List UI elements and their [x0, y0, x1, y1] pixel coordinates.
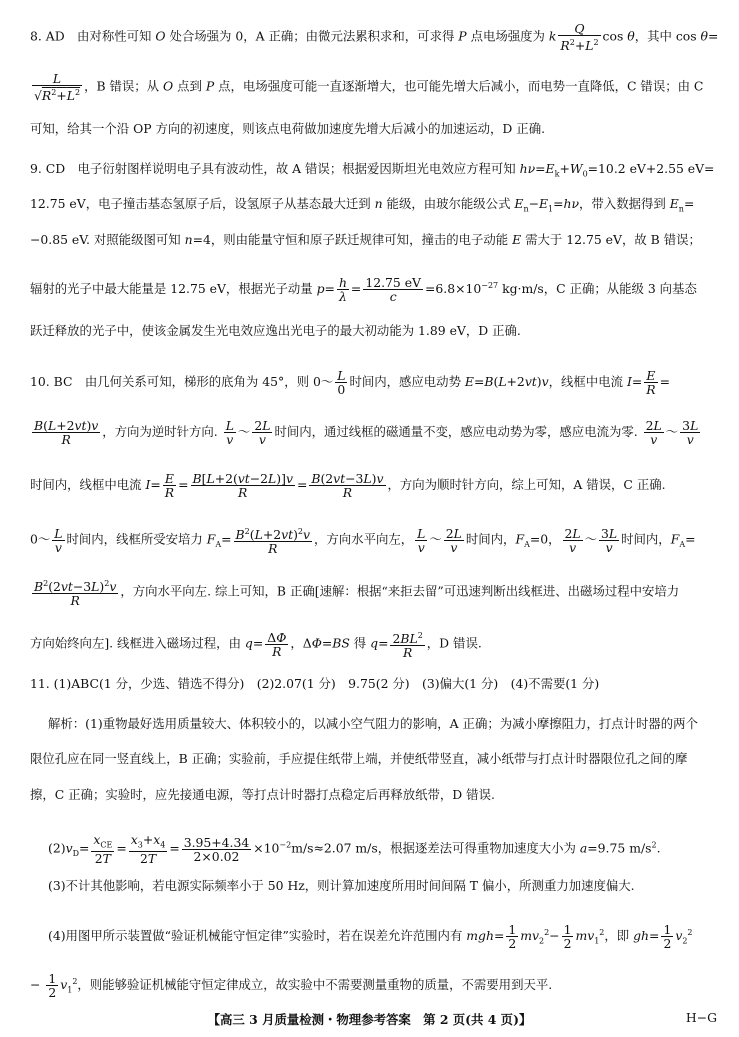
- page-footer: [0, 1010, 739, 1028]
- q9-line-4: 辐射的光子中最大能量是 12.75 eV，根据光子动量 p= $\frac{h}{\lambda}$ = $\frac{12.75 eV}{c}$ $=6.8\times 10^{-27}$ kg·m/s，C 正确；从能级 3 向基态: [30, 275, 697, 304]
- q10-line-6: 方向始终向左]. 线框进入磁场过程，由 q= $\frac{\Delta\Phi}{R}$ ，ΔΦ=BS 得 q= $\frac{2BL^2}{R}$ ，D 错误.: [30, 629, 482, 661]
- footer-code: H−G: [685, 1010, 717, 1025]
- q10-line-2: $\frac{B(L+2vt)v}{R}$ ，方向为逆时针方向. $\frac{L}{v}$ ～ $\frac{2L}{v}$ 时间内，通过线框的磁通量不变，感应电动势为零，感应电流为零. $\frac{2L}{v}$ ～ $\frac{3L}{v}$: [34, 418, 699, 447]
- q9-line-3: −0.85 eV. 对照能级图可知 n=4，则由能量守恒和原子跃迁规律可知，撞击的电子动能 E 需大于 12.75 eV，故 B 错误；: [30, 232, 701, 247]
- q11-part2-line: $(2)v_D=$ $x_{CE}$ 2T = $\frac{x_3+x_4}{2T}$ = $\frac{3.95+4.34}{2\times 0.02}$ $\times 10^{-2}m/s\approx 2.07$ m/s，根据逐差法可得重物加速度大小为 a=9.75 $m/s^2$.: [48, 832, 661, 867]
- q11-part3-line: (3)不计其他影响，若电源实际频率小于 50 Hz，则计算加速度所用时间间隔 T 偏小，所测重力加速度偏大.: [48, 878, 635, 893]
- q9-line-2: 12.75 eV，电子撞击基态氢原子后，设氢原子从基态最大迁到 n 能级，由玻尔能级公式 $E_n-E_1=h\nu$，带入数据得到 $E_n=$: [30, 196, 695, 214]
- q10-line-1: 10. BC 由几何关系可知，梯形的底角为 45°，则 0～ $\frac{L}{0}$ 时间内，感应电动势 E=B(L+2vt)v，线框中电流 I= $\frac{E}{R}$ =: [30, 368, 670, 397]
- footer-title: 【高三 3 月质量检测・物理参考答案 第 2 页(共 4 页)】: [207, 1012, 532, 1027]
- q10-line-3: 时间内，线框中电流 I= $\frac{E}{R}$ = $\frac{B[L+2(vt-2L)]v}{R}$ = $\frac{B(2vt-3L)v}{R}$ ，方向为顺时针方向，综上可知，A 错误，C 正确.: [30, 471, 666, 500]
- q8-line-3: 可知，给其一个沿 OP 方向的初速度，则该点电荷做加速度先增大后减小的加速运动，D 正确.: [30, 121, 546, 136]
- q11-analysis-line-3: 擦，C 正确；实验时，应先接通电源，等打点计时器打点稳定后再释放纸带，D 错误.: [30, 787, 495, 802]
- q9-line-5: 跃迁释放的光子中，使该金属发生光电效应逸出光电子的最大初动能为 1.89 eV，D 正确.: [30, 323, 521, 338]
- q9-line-1: 9. CD 电子衍射图样说明电子具有波动性，故 A 错误；根据爱因斯坦光电效应方程可知 $h\nu=E_k+W_0=10.2$ eV+2.55 eV=: [30, 161, 715, 179]
- q11-analysis-line-2: 限位孔应在同一竖直线上，B 正确；实验前，手应提住纸带上端，并使纸带竖直，减小纸带与打点计时器限位孔之间的摩: [30, 751, 688, 766]
- q10-line-5: $\frac{B^2(2vt-3L)^2v}{R}$ ，方向水平向左. 综上可知，B 正确[速解：根据“来拒去留”可迅速判断出线框进、出磁场过程中安培力: [34, 579, 680, 609]
- q8-line-2: $\frac{L}{√R^2+L^2}$ ，B 错误；从 O 点到 P 点，电场强度可能一直逐渐增大，也可能先增大后减小，而电势一直降低，C 错误；由 C: [34, 71, 704, 104]
- q11-part4-line-1: (4)用图甲所示装置做“验证机械能守恒定律”实验时，若在误差允许范围内有 mgh= $\frac{1}{2}$ $mv_2^2-$ $\frac{1}{2}$ $mv_1^2$，即 gh= $\frac{1}{2}$ $v_2^2$: [48, 922, 693, 951]
- q10-line-4: 0～ $\frac{L}{v}$ 时间内，线框所受安培力 $F_A=$ $\frac{B^2(L+2vt)^2v}{R}$ ，方向水平向左， $\frac{L}{v}$ ～ $\frac{2L}{v}$ 时间内，$F_A=0$， $\frac{2L}{v}$ ～ $\frac{3L}{v}$ 时间内，$F_A=$: [30, 525, 696, 557]
- q11-analysis-line-1: 解析：(1)重物最好选用质量较大、体积较小的，以减小空气阻力的影响，A 正确；为减小摩擦阻力，打点计时器的两个: [48, 716, 698, 731]
- q8-line-1: 8. AD 由对称性可知 O 处合场强为 0，A 正确；由微元法累积求和，可求得 P 点电场强度为 k $\frac{Q}{R^2+L^2}$ cos θ，其中 cos θ=: [30, 21, 719, 54]
- q11-part4-line-2: − $\frac{1}{2}$ $v_1^2$，则能够验证机械能守恒定律成立，故实验中不需要测量重物的质量，不需要用到天平.: [30, 971, 553, 1000]
- q11-answer-line: 11. (1)ABC(1 分，少选、错选不得分) (2)2.07(1 分) 9.75(2 分) (3)偏大(1 分) (4)不需要(1 分): [30, 676, 600, 691]
